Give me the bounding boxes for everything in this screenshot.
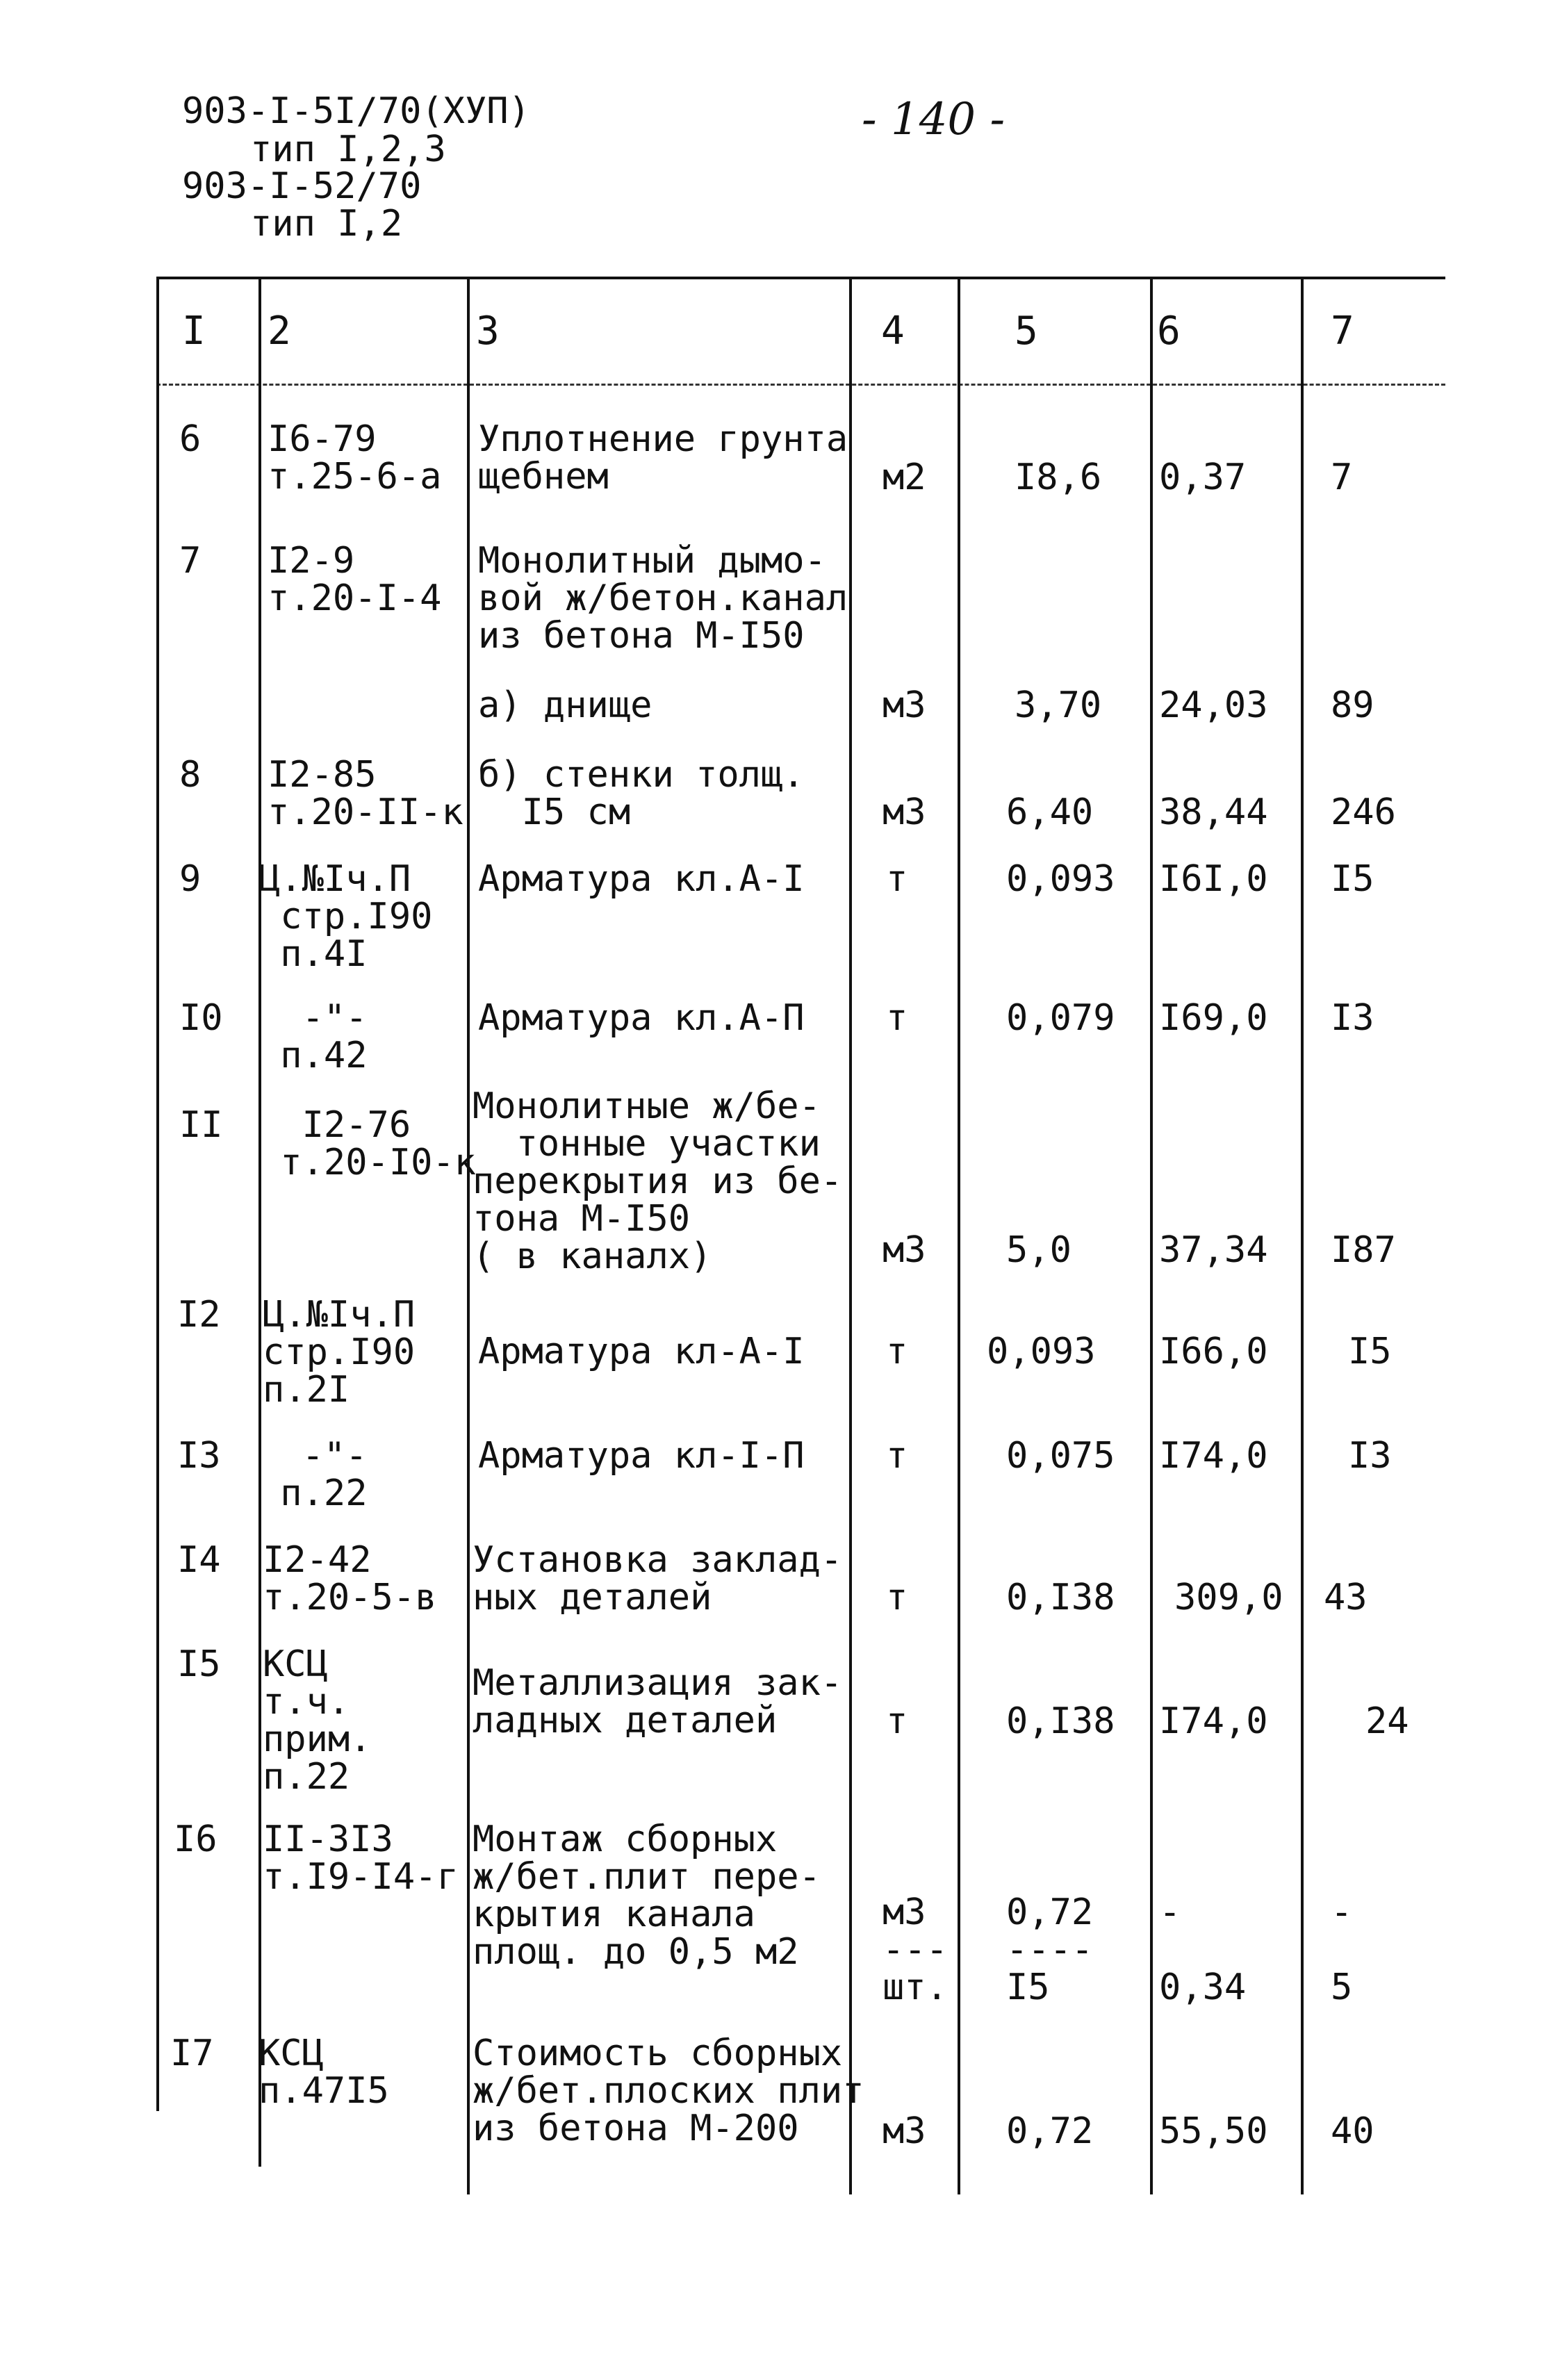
doc-type-2: тип I,2 <box>250 203 403 245</box>
unit: т <box>886 1700 908 1742</box>
unit: м3 <box>882 791 926 833</box>
work-description: Металлизация зак- ладных деталей <box>473 1662 843 1741</box>
row-number: I5 <box>177 1643 221 1685</box>
quantity: 6,40 <box>1006 791 1094 833</box>
rate-code: I2-42 т.20-5-в <box>263 1539 437 1618</box>
quantity: I8,6 <box>1015 457 1102 498</box>
col-border-6 <box>1301 277 1304 2194</box>
quantity: 0,I38 <box>1006 1700 1115 1742</box>
unit: т <box>886 858 908 900</box>
unit: т <box>886 997 908 1039</box>
rate-code: Ц.№Iч.П стр.I90 п.4I <box>258 858 433 975</box>
unit-price: - 0,34 <box>1159 1891 1247 2008</box>
unit: т <box>886 1331 908 1372</box>
quantity: 3,70 <box>1015 684 1102 726</box>
unit: м2 <box>882 457 926 498</box>
col-header-2: 2 <box>268 309 291 354</box>
total-cost: 7 <box>1331 457 1353 498</box>
unit: м3 <box>882 684 926 726</box>
row-number: II <box>179 1104 223 1146</box>
unit: т <box>886 1435 908 1477</box>
rate-code: -"- п.22 <box>280 1435 368 1514</box>
doc-type-1: тип I,2,3 <box>250 129 446 170</box>
total-cost: I5 <box>1331 858 1374 900</box>
unit-price: 38,44 <box>1159 791 1268 833</box>
col-header-4: 4 <box>881 309 905 354</box>
col-border-1 <box>258 277 261 2167</box>
work-description: Арматура кл.А-I <box>478 858 805 900</box>
doc-code-1: 903-I-5I/70(ХУП) <box>182 90 530 132</box>
total-cost: 40 <box>1331 2110 1374 2152</box>
header-separator <box>156 384 1445 386</box>
col-header-3: 3 <box>476 309 500 354</box>
total-cost: I3 <box>1331 997 1374 1039</box>
col-border-2 <box>467 277 470 2194</box>
unit-price: I69,0 <box>1159 997 1268 1039</box>
total-cost: I3 <box>1348 1435 1392 1477</box>
rate-code: I2-76 т.20-I0-к <box>280 1104 477 1183</box>
work-description: Стоимость сборных ж/бет.плоских плит из бетона М-200 <box>473 2033 864 2149</box>
quantity: 0,I38 <box>1006 1577 1115 1618</box>
unit: т <box>886 1577 908 1618</box>
total-cost: - 5 <box>1331 1891 1353 2008</box>
quantity: 0,079 <box>1006 997 1115 1039</box>
rate-code: Ц.№Iч.П стр.I90 п.2I <box>263 1294 416 1411</box>
total-cost: 89 <box>1331 684 1374 726</box>
rate-code: II-3I3 т.I9-I4-г <box>263 1819 459 1898</box>
col-header-1: I <box>182 309 206 354</box>
rate-code: I6-79 т.25-6-а <box>268 418 442 498</box>
row-number: I3 <box>177 1435 221 1477</box>
col-border-4 <box>958 277 960 2194</box>
col-header-5: 5 <box>1015 309 1038 354</box>
unit-price: 37,34 <box>1159 1229 1268 1271</box>
row-number: I0 <box>179 997 223 1039</box>
total-cost: I5 <box>1348 1331 1392 1372</box>
col-header-6: 6 <box>1157 309 1181 354</box>
unit-price: I66,0 <box>1159 1331 1268 1372</box>
work-description: Арматура кл-I-П <box>478 1435 805 1477</box>
table-top-border <box>156 277 1445 279</box>
rate-code: КСЦ т.ч. прим. п.22 <box>263 1643 372 1798</box>
rate-code: I2-85 т.20-II-к <box>268 754 463 833</box>
quantity: 0,093 <box>987 1331 1096 1372</box>
work-description: Установка заклад- ных деталей <box>473 1539 843 1618</box>
work-description: Монолитный дымо- вой ж/бетон.канал из бетона М-I50 <box>478 540 848 657</box>
unit-price: 0,37 <box>1159 457 1247 498</box>
unit-price: 309,0 <box>1174 1577 1283 1618</box>
col-border-3 <box>849 277 852 2194</box>
row-number: 7 <box>179 540 202 582</box>
quantity: 0,093 <box>1006 858 1115 900</box>
doc-code-2: 903-I-52/70 <box>182 165 422 207</box>
row-number: 9 <box>179 858 202 900</box>
col-header-7: 7 <box>1331 309 1354 354</box>
row-number: 6 <box>179 418 202 460</box>
row-number: 8 <box>179 754 202 796</box>
row-number: I4 <box>177 1539 221 1581</box>
row-number: I6 <box>174 1819 217 1860</box>
total-cost: 43 <box>1324 1577 1368 1618</box>
work-description: Уплотнение грунта щебнем <box>478 418 848 498</box>
quantity: 5,0 <box>1006 1229 1072 1271</box>
total-cost: 246 <box>1331 791 1396 833</box>
quantity: 0,72 <box>1006 2110 1094 2152</box>
unit-price: I6I,0 <box>1159 858 1268 900</box>
row-number: I7 <box>170 2033 214 2074</box>
rate-code: I2-9 т.20-I-4 <box>268 540 442 619</box>
total-cost: 24 <box>1365 1700 1409 1742</box>
col-border-0 <box>156 277 159 2111</box>
rate-code: КСЦ п.47I5 <box>258 2033 389 2112</box>
page-number: - 140 - <box>862 94 1005 145</box>
work-description: а) днище <box>478 684 652 726</box>
work-description: б) стенки толщ. I5 см <box>478 754 805 833</box>
unit: м3 <box>882 2110 926 2152</box>
rate-code: -"- п.42 <box>280 997 368 1076</box>
work-description: Монолитные ж/бе- тонные участки перекрытия из бе- тона М-I50 ( в каналх) <box>473 1085 843 1277</box>
unit: м3 <box>882 1229 926 1271</box>
unit-price: I74,0 <box>1159 1435 1268 1477</box>
col-border-5 <box>1150 277 1153 2194</box>
quantity: 0,72 ---- I5 <box>1006 1891 1094 2008</box>
unit-price: I74,0 <box>1159 1700 1268 1742</box>
unit-price: 55,50 <box>1159 2110 1268 2152</box>
work-description: Арматура кл-А-I <box>478 1331 805 1372</box>
unit-price: 24,03 <box>1159 684 1268 726</box>
quantity: 0,075 <box>1006 1435 1115 1477</box>
total-cost: I87 <box>1331 1229 1396 1271</box>
unit: м3 --- шт. <box>882 1891 948 2008</box>
work-description: Монтаж сборных ж/бет.плит пере- крытия канала площ. до 0,5 м2 <box>473 1819 821 1973</box>
work-description: Арматура кл.А-П <box>478 997 805 1039</box>
row-number: I2 <box>177 1294 221 1336</box>
